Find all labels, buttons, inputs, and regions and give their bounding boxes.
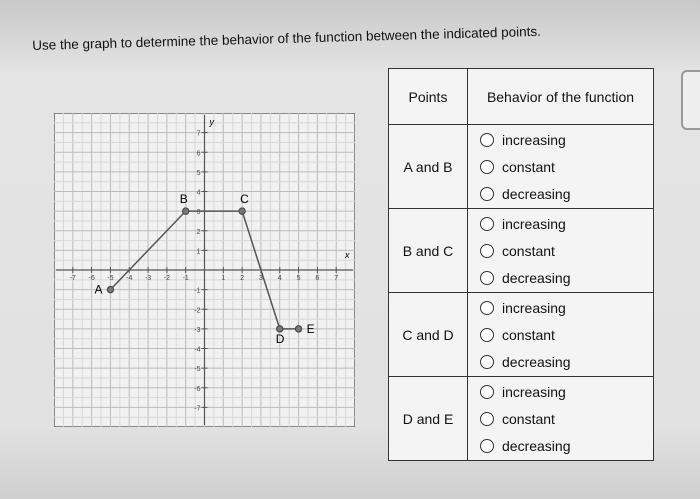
option-label: increasing — [502, 299, 566, 316]
point-C — [239, 208, 245, 214]
y-tick-label: 4 — [196, 189, 201, 197]
function-graph — [54, 113, 355, 427]
x-tick-label: -6 — [88, 275, 95, 282]
radio-button[interactable] — [480, 271, 494, 285]
option-constant[interactable] — [468, 153, 653, 180]
x-tick-label: -1 — [182, 275, 189, 282]
y-axis-label: y — [209, 117, 214, 127]
option-label: constant — [502, 158, 555, 175]
y-tick-label: 1 — [196, 248, 201, 256]
option-label: decreasing — [502, 185, 571, 202]
option-constant[interactable] — [468, 237, 653, 264]
y-tick-label: -6 — [194, 385, 201, 393]
point-label: D — [275, 331, 285, 346]
points-label: D and E — [389, 377, 468, 461]
x-tick-label: 5 — [296, 275, 301, 282]
y-tick-label: -4 — [194, 346, 201, 354]
x-tick-label: 4 — [277, 275, 282, 282]
y-tick-label: -7 — [194, 405, 201, 413]
x-tick-label: -7 — [69, 275, 76, 282]
radio-button[interactable] — [480, 301, 494, 315]
point-label: E — [306, 321, 315, 336]
x-tick-label: -5 — [107, 275, 114, 282]
option-increasing[interactable] — [468, 294, 653, 321]
option-label: increasing — [502, 383, 566, 400]
y-tick-label: 2 — [196, 228, 201, 236]
header-behavior: Behavior of the function — [468, 69, 654, 125]
radio-button[interactable] — [480, 187, 494, 201]
x-tick-label: 7 — [334, 275, 339, 282]
radio-button[interactable] — [480, 217, 494, 231]
x-tick-label: 1 — [221, 275, 226, 282]
y-tick-label: 3 — [196, 209, 201, 217]
x-tick-label: -2 — [163, 275, 170, 282]
radio-button[interactable] — [480, 244, 494, 258]
option-constant[interactable] — [468, 321, 653, 348]
option-decreasing[interactable] — [468, 348, 653, 375]
point-label: B — [179, 192, 188, 207]
table-row — [389, 293, 654, 377]
table-row — [389, 377, 654, 461]
radio-button[interactable] — [480, 355, 494, 369]
point-B — [182, 208, 188, 214]
point-E — [295, 326, 301, 332]
x-tick-label: -3 — [144, 275, 152, 282]
option-label: constant — [502, 410, 555, 427]
table-row — [389, 209, 654, 293]
y-tick-label: -3 — [194, 326, 201, 334]
option-label: decreasing — [502, 437, 571, 454]
points-label: B and C — [389, 209, 468, 293]
x-axis-label: x — [345, 250, 350, 260]
option-increasing[interactable] — [468, 126, 653, 153]
y-tick-label: -5 — [194, 366, 201, 374]
table-row — [389, 125, 654, 209]
radio-button[interactable] — [480, 385, 494, 399]
point-A — [107, 286, 113, 292]
y-tick-label: 7 — [196, 130, 201, 138]
option-label: decreasing — [502, 269, 571, 286]
option-label: constant — [502, 326, 555, 343]
y-tick-label: 6 — [196, 150, 201, 158]
option-label: constant — [502, 242, 555, 259]
radio-button[interactable] — [480, 412, 494, 426]
point-label: C — [240, 192, 249, 207]
option-increasing[interactable] — [468, 210, 653, 237]
side-button[interactable] — [681, 70, 700, 130]
radio-button[interactable] — [480, 133, 494, 147]
option-decreasing[interactable] — [468, 180, 653, 207]
x-tick-label: -4 — [126, 275, 133, 282]
option-decreasing[interactable] — [468, 432, 653, 459]
radio-button[interactable] — [480, 439, 494, 453]
points-label: C and D — [389, 293, 468, 377]
option-label: decreasing — [502, 353, 571, 370]
radio-button[interactable] — [480, 160, 494, 174]
points-label: A and B — [389, 125, 468, 209]
x-tick-label: 3 — [258, 275, 263, 282]
point-label: A — [94, 282, 103, 297]
y-tick-label: 5 — [196, 169, 201, 177]
radio-button[interactable] — [480, 328, 494, 342]
header-points: Points — [389, 69, 468, 125]
option-label: increasing — [502, 215, 566, 232]
y-tick-label: -2 — [194, 307, 201, 315]
option-increasing[interactable] — [468, 378, 653, 405]
option-constant[interactable] — [468, 405, 653, 432]
option-label: increasing — [502, 131, 566, 148]
behavior-table — [388, 68, 654, 461]
option-decreasing[interactable] — [468, 264, 653, 291]
x-tick-label: 6 — [315, 275, 320, 282]
x-tick-label: 2 — [240, 275, 245, 282]
y-tick-label: -1 — [194, 287, 201, 295]
question-text: Use the graph to determine the behavior of the function between the indicated points. — [32, 23, 542, 53]
